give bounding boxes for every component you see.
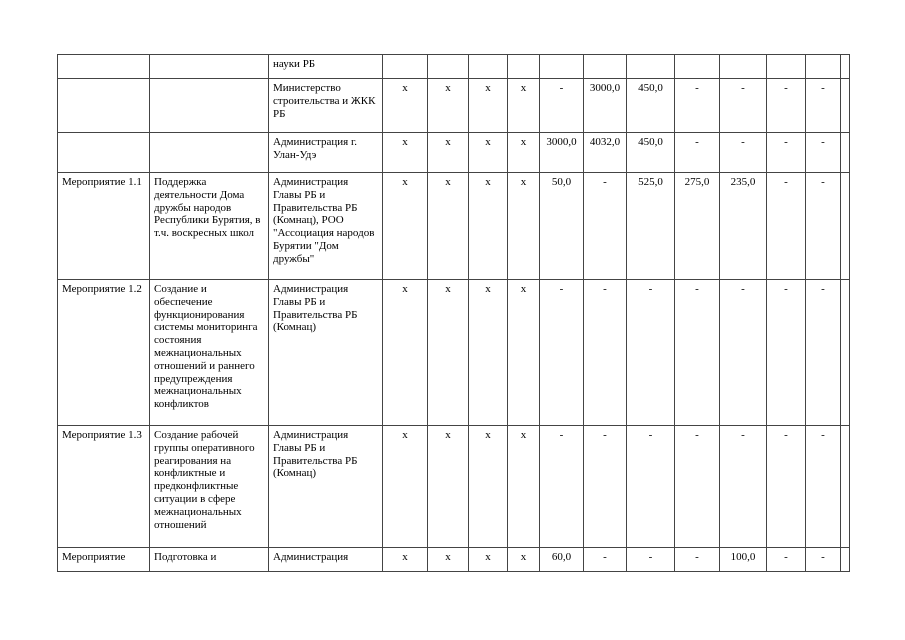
value-cell: х [508, 133, 540, 173]
value-cell [841, 133, 850, 173]
value-cell: х [508, 548, 540, 572]
value-cell [841, 548, 850, 572]
value-cell: - [540, 79, 584, 133]
value-cell: - [806, 173, 841, 280]
value-cell [383, 55, 428, 79]
value-cell: - [584, 548, 627, 572]
value-cell [508, 55, 540, 79]
activity-description-cell: Создание рабочей группы оперативного реагирования на конфликтные и предконфликтные ситуации в сфере межнациональных отношений [150, 426, 269, 548]
value-cell: х [428, 426, 469, 548]
value-cell: 100,0 [720, 548, 767, 572]
value-cell: 3000,0 [540, 133, 584, 173]
value-cell [841, 280, 850, 426]
table-row [58, 173, 850, 280]
value-cell: - [584, 426, 627, 548]
value-cell: - [675, 133, 720, 173]
value-cell: - [627, 280, 675, 426]
activity-number-cell: Мероприятие 1.2 [58, 280, 150, 426]
value-cell: - [806, 548, 841, 572]
value-cell: х [383, 280, 428, 426]
value-cell: - [767, 280, 806, 426]
value-cell [767, 55, 806, 79]
value-cell: 275,0 [675, 173, 720, 280]
table-row [58, 426, 850, 548]
activity-number-cell [58, 79, 150, 133]
value-cell: - [767, 173, 806, 280]
value-cell: - [767, 133, 806, 173]
value-cell: - [675, 426, 720, 548]
value-cell [841, 79, 850, 133]
value-cell: х [508, 79, 540, 133]
responsible-executor-cell: Министерство строительства и ЖКК РБ [269, 79, 383, 133]
value-cell [841, 173, 850, 280]
value-cell: 450,0 [627, 133, 675, 173]
value-cell: - [767, 426, 806, 548]
value-cell [841, 55, 850, 79]
activity-description-cell: Создание и обеспечение функционирования системы мониторинга состояния межнациональных отношений и раннего предупреждения межнациональных конфликтов [150, 280, 269, 426]
value-cell: х [469, 548, 508, 572]
value-cell: - [584, 280, 627, 426]
activity-number-cell: Мероприятие 1.1 [58, 173, 150, 280]
program-table [57, 54, 850, 572]
activity-description-cell [150, 133, 269, 173]
table-row [58, 55, 850, 79]
value-cell [469, 55, 508, 79]
value-cell: х [469, 133, 508, 173]
value-cell: х [428, 79, 469, 133]
value-cell: х [428, 280, 469, 426]
value-cell: х [383, 426, 428, 548]
activity-description-cell [150, 79, 269, 133]
activity-number-cell [58, 55, 150, 79]
value-cell: - [767, 548, 806, 572]
activity-description-cell: Поддержка деятельности Дома дружбы народов Республики Бурятия, в т.ч. воскресных школ [150, 173, 269, 280]
responsible-executor-cell: Администрация [269, 548, 383, 572]
responsible-executor-cell: Администрация Главы РБ и Правительства РБ (Комнац), РОО "Ассоциация народов Бурятии "Дом дружбы" [269, 173, 383, 280]
value-cell: - [627, 548, 675, 572]
responsible-executor-cell: науки РБ [269, 55, 383, 79]
table-row [58, 280, 850, 426]
value-cell: 525,0 [627, 173, 675, 280]
value-cell [675, 55, 720, 79]
value-cell [584, 55, 627, 79]
value-cell: х [469, 280, 508, 426]
value-cell: - [767, 79, 806, 133]
value-cell: х [508, 173, 540, 280]
value-cell: 4032,0 [584, 133, 627, 173]
activity-number-cell: Мероприятие [58, 548, 150, 572]
value-cell: - [806, 79, 841, 133]
value-cell: х [383, 173, 428, 280]
value-cell: х [428, 133, 469, 173]
responsible-executor-cell: Администрация Главы РБ и Правительства РБ (Комнац) [269, 426, 383, 548]
value-cell: 3000,0 [584, 79, 627, 133]
responsible-executor-cell: Администрация Главы РБ и Правительства РБ (Комнац) [269, 280, 383, 426]
value-cell: - [720, 79, 767, 133]
value-cell: - [540, 280, 584, 426]
value-cell: - [584, 173, 627, 280]
value-cell: - [540, 426, 584, 548]
activity-number-cell: Мероприятие 1.3 [58, 426, 150, 548]
value-cell: - [720, 426, 767, 548]
value-cell: 50,0 [540, 173, 584, 280]
responsible-executor-cell: Администрация г. Улан-Удэ [269, 133, 383, 173]
value-cell: х [383, 548, 428, 572]
value-cell [720, 55, 767, 79]
value-cell: - [675, 548, 720, 572]
value-cell: - [675, 280, 720, 426]
value-cell: - [806, 426, 841, 548]
value-cell: х [469, 173, 508, 280]
value-cell: х [428, 548, 469, 572]
value-cell: - [720, 280, 767, 426]
activity-description-cell: Подготовка и [150, 548, 269, 572]
value-cell: х [428, 173, 469, 280]
activity-number-cell [58, 133, 150, 173]
value-cell: 60,0 [540, 548, 584, 572]
value-cell: 235,0 [720, 173, 767, 280]
value-cell: 450,0 [627, 79, 675, 133]
table-row [58, 79, 850, 133]
value-cell: х [508, 280, 540, 426]
value-cell: х [508, 426, 540, 548]
activity-description-cell [150, 55, 269, 79]
value-cell [428, 55, 469, 79]
value-cell: - [675, 79, 720, 133]
value-cell [841, 426, 850, 548]
value-cell: - [806, 133, 841, 173]
table-row [58, 133, 850, 173]
value-cell: х [469, 79, 508, 133]
value-cell [806, 55, 841, 79]
table-row [58, 548, 850, 572]
value-cell: - [806, 280, 841, 426]
value-cell: х [469, 426, 508, 548]
value-cell [627, 55, 675, 79]
value-cell: - [627, 426, 675, 548]
value-cell [540, 55, 584, 79]
value-cell: х [383, 133, 428, 173]
value-cell: - [720, 133, 767, 173]
value-cell: х [383, 79, 428, 133]
